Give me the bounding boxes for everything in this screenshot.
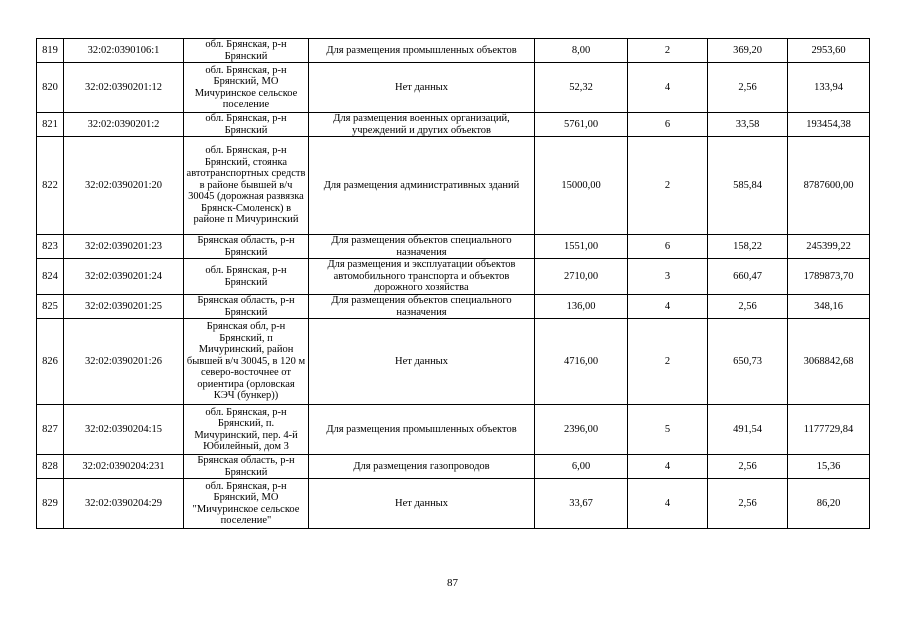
cell-number: 829: [37, 479, 64, 529]
cell-number: 820: [37, 63, 64, 113]
cell-cadastral-number: 32:02:0390201:20: [64, 137, 184, 235]
cell-area: 15000,00: [535, 137, 628, 235]
cell-cadastral-number: 32:02:0390201:2: [64, 113, 184, 137]
cell-cadastral-number: 32:02:0390201:23: [64, 235, 184, 259]
cell-purpose: Нет данных: [309, 63, 535, 113]
cell-purpose: Нет данных: [309, 479, 535, 529]
cell-purpose: Для размещения военных организаций, учреждений и других объектов: [309, 113, 535, 137]
cell-address: обл. Брянская, р-н Брянский: [184, 39, 309, 63]
cell-rate: 585,84: [708, 137, 788, 235]
cell-cost: 133,94: [788, 63, 870, 113]
table-row: [37, 63, 870, 113]
cell-number: 827: [37, 405, 64, 455]
cell-group: 4: [628, 63, 708, 113]
cell-address: Брянская обл, р-н Брянский, п Мичуринский, район бывшей в/ч 30045, в 120 м северо-восточнее от ориентира (орловская КЭЧ (бункер)): [184, 319, 309, 405]
cell-address: обл. Брянская, р-н Брянский: [184, 259, 309, 295]
cell-cost: 1789873,70: [788, 259, 870, 295]
cell-area: 8,00: [535, 39, 628, 63]
cell-group: 4: [628, 479, 708, 529]
table-row: [37, 479, 870, 529]
cell-number: 824: [37, 259, 64, 295]
cadastral-table: [36, 38, 870, 529]
cell-purpose: Для размещения промышленных объектов: [309, 39, 535, 63]
cell-area: 136,00: [535, 295, 628, 319]
cell-cadastral-number: 32:02:0390201:26: [64, 319, 184, 405]
table-row: [37, 137, 870, 235]
cell-area: 6,00: [535, 455, 628, 479]
cell-cadastral-number: 32:02:0390201:25: [64, 295, 184, 319]
cell-rate: 2,56: [708, 295, 788, 319]
cell-group: 2: [628, 137, 708, 235]
cell-area: 33,67: [535, 479, 628, 529]
cell-address: Брянская область, р-н Брянский: [184, 295, 309, 319]
cell-rate: 369,20: [708, 39, 788, 63]
cell-rate: 650,73: [708, 319, 788, 405]
cell-group: 2: [628, 39, 708, 63]
cell-number: 823: [37, 235, 64, 259]
cell-cost: 15,36: [788, 455, 870, 479]
cell-area: 1551,00: [535, 235, 628, 259]
cell-cadastral-number: 32:02:0390201:24: [64, 259, 184, 295]
cell-purpose: Для размещения и эксплуатации объектов автомобильного транспорта и объектов дорожного хозяйства: [309, 259, 535, 295]
cell-cost: 3068842,68: [788, 319, 870, 405]
cell-cost: 245399,22: [788, 235, 870, 259]
cell-group: 6: [628, 235, 708, 259]
cell-area: 52,32: [535, 63, 628, 113]
cell-rate: 2,56: [708, 455, 788, 479]
cell-cadastral-number: 32:02:0390204:29: [64, 479, 184, 529]
cell-group: 5: [628, 405, 708, 455]
cell-group: 4: [628, 295, 708, 319]
cell-cost: 1177729,84: [788, 405, 870, 455]
cell-rate: 158,22: [708, 235, 788, 259]
cell-address: обл. Брянская, р-н Брянский, МО Мичуринское сельское поселение: [184, 63, 309, 113]
cell-purpose: Для размещения газопроводов: [309, 455, 535, 479]
cell-area: 2710,00: [535, 259, 628, 295]
table-row: [37, 319, 870, 405]
cell-group: 3: [628, 259, 708, 295]
table-row: [37, 113, 870, 137]
cell-cost: 193454,38: [788, 113, 870, 137]
cell-number: 828: [37, 455, 64, 479]
cell-group: 2: [628, 319, 708, 405]
table-row: [37, 39, 870, 63]
cell-purpose: Нет данных: [309, 319, 535, 405]
cell-area: 2396,00: [535, 405, 628, 455]
table-row: [37, 295, 870, 319]
cell-number: 826: [37, 319, 64, 405]
cell-address: Брянская область, р-н Брянский: [184, 235, 309, 259]
cell-address: обл. Брянская, р-н Брянский: [184, 113, 309, 137]
cell-rate: 491,54: [708, 405, 788, 455]
cell-address: обл. Брянская, р-н Брянский, МО "Мичуринское сельское поселение": [184, 479, 309, 529]
table-row: [37, 235, 870, 259]
cell-purpose: Для размещения административных зданий: [309, 137, 535, 235]
cell-cadastral-number: 32:02:0390204:231: [64, 455, 184, 479]
cell-cost: 86,20: [788, 479, 870, 529]
cell-cadastral-number: 32:02:0390106:1: [64, 39, 184, 63]
cell-address: обл. Брянская, р-н Брянский, стоянка автотранспортных средств в районе бывшей в/ч 30045 (дорожная развязка Брянск-Смоленск) в районе п Мичуринский: [184, 137, 309, 235]
cell-purpose: Для размещения объектов специального назначения: [309, 235, 535, 259]
cell-number: 822: [37, 137, 64, 235]
cell-purpose: Для размещения промышленных объектов: [309, 405, 535, 455]
cell-cost: 348,16: [788, 295, 870, 319]
table-body: [37, 39, 870, 529]
cell-area: 5761,00: [535, 113, 628, 137]
cell-group: 4: [628, 455, 708, 479]
cell-area: 4716,00: [535, 319, 628, 405]
page-number: 87: [447, 577, 458, 589]
cell-cadastral-number: 32:02:0390201:12: [64, 63, 184, 113]
cell-number: 821: [37, 113, 64, 137]
cell-number: 819: [37, 39, 64, 63]
cell-cost: 2953,60: [788, 39, 870, 63]
cell-rate: 660,47: [708, 259, 788, 295]
table-row: [37, 455, 870, 479]
cell-cost: 8787600,00: [788, 137, 870, 235]
cell-cadastral-number: 32:02:0390204:15: [64, 405, 184, 455]
table-row: [37, 405, 870, 455]
table-row: [37, 259, 870, 295]
cell-number: 825: [37, 295, 64, 319]
cell-address: Брянская область, р-н Брянский: [184, 455, 309, 479]
cell-rate: 2,56: [708, 63, 788, 113]
cell-group: 6: [628, 113, 708, 137]
cell-address: обл. Брянская, р-н Брянский, п. Мичуринский, пер. 4-й Юбилейный, дом 3: [184, 405, 309, 455]
cell-rate: 2,56: [708, 479, 788, 529]
cell-rate: 33,58: [708, 113, 788, 137]
cell-purpose: Для размещения объектов специального назначения: [309, 295, 535, 319]
